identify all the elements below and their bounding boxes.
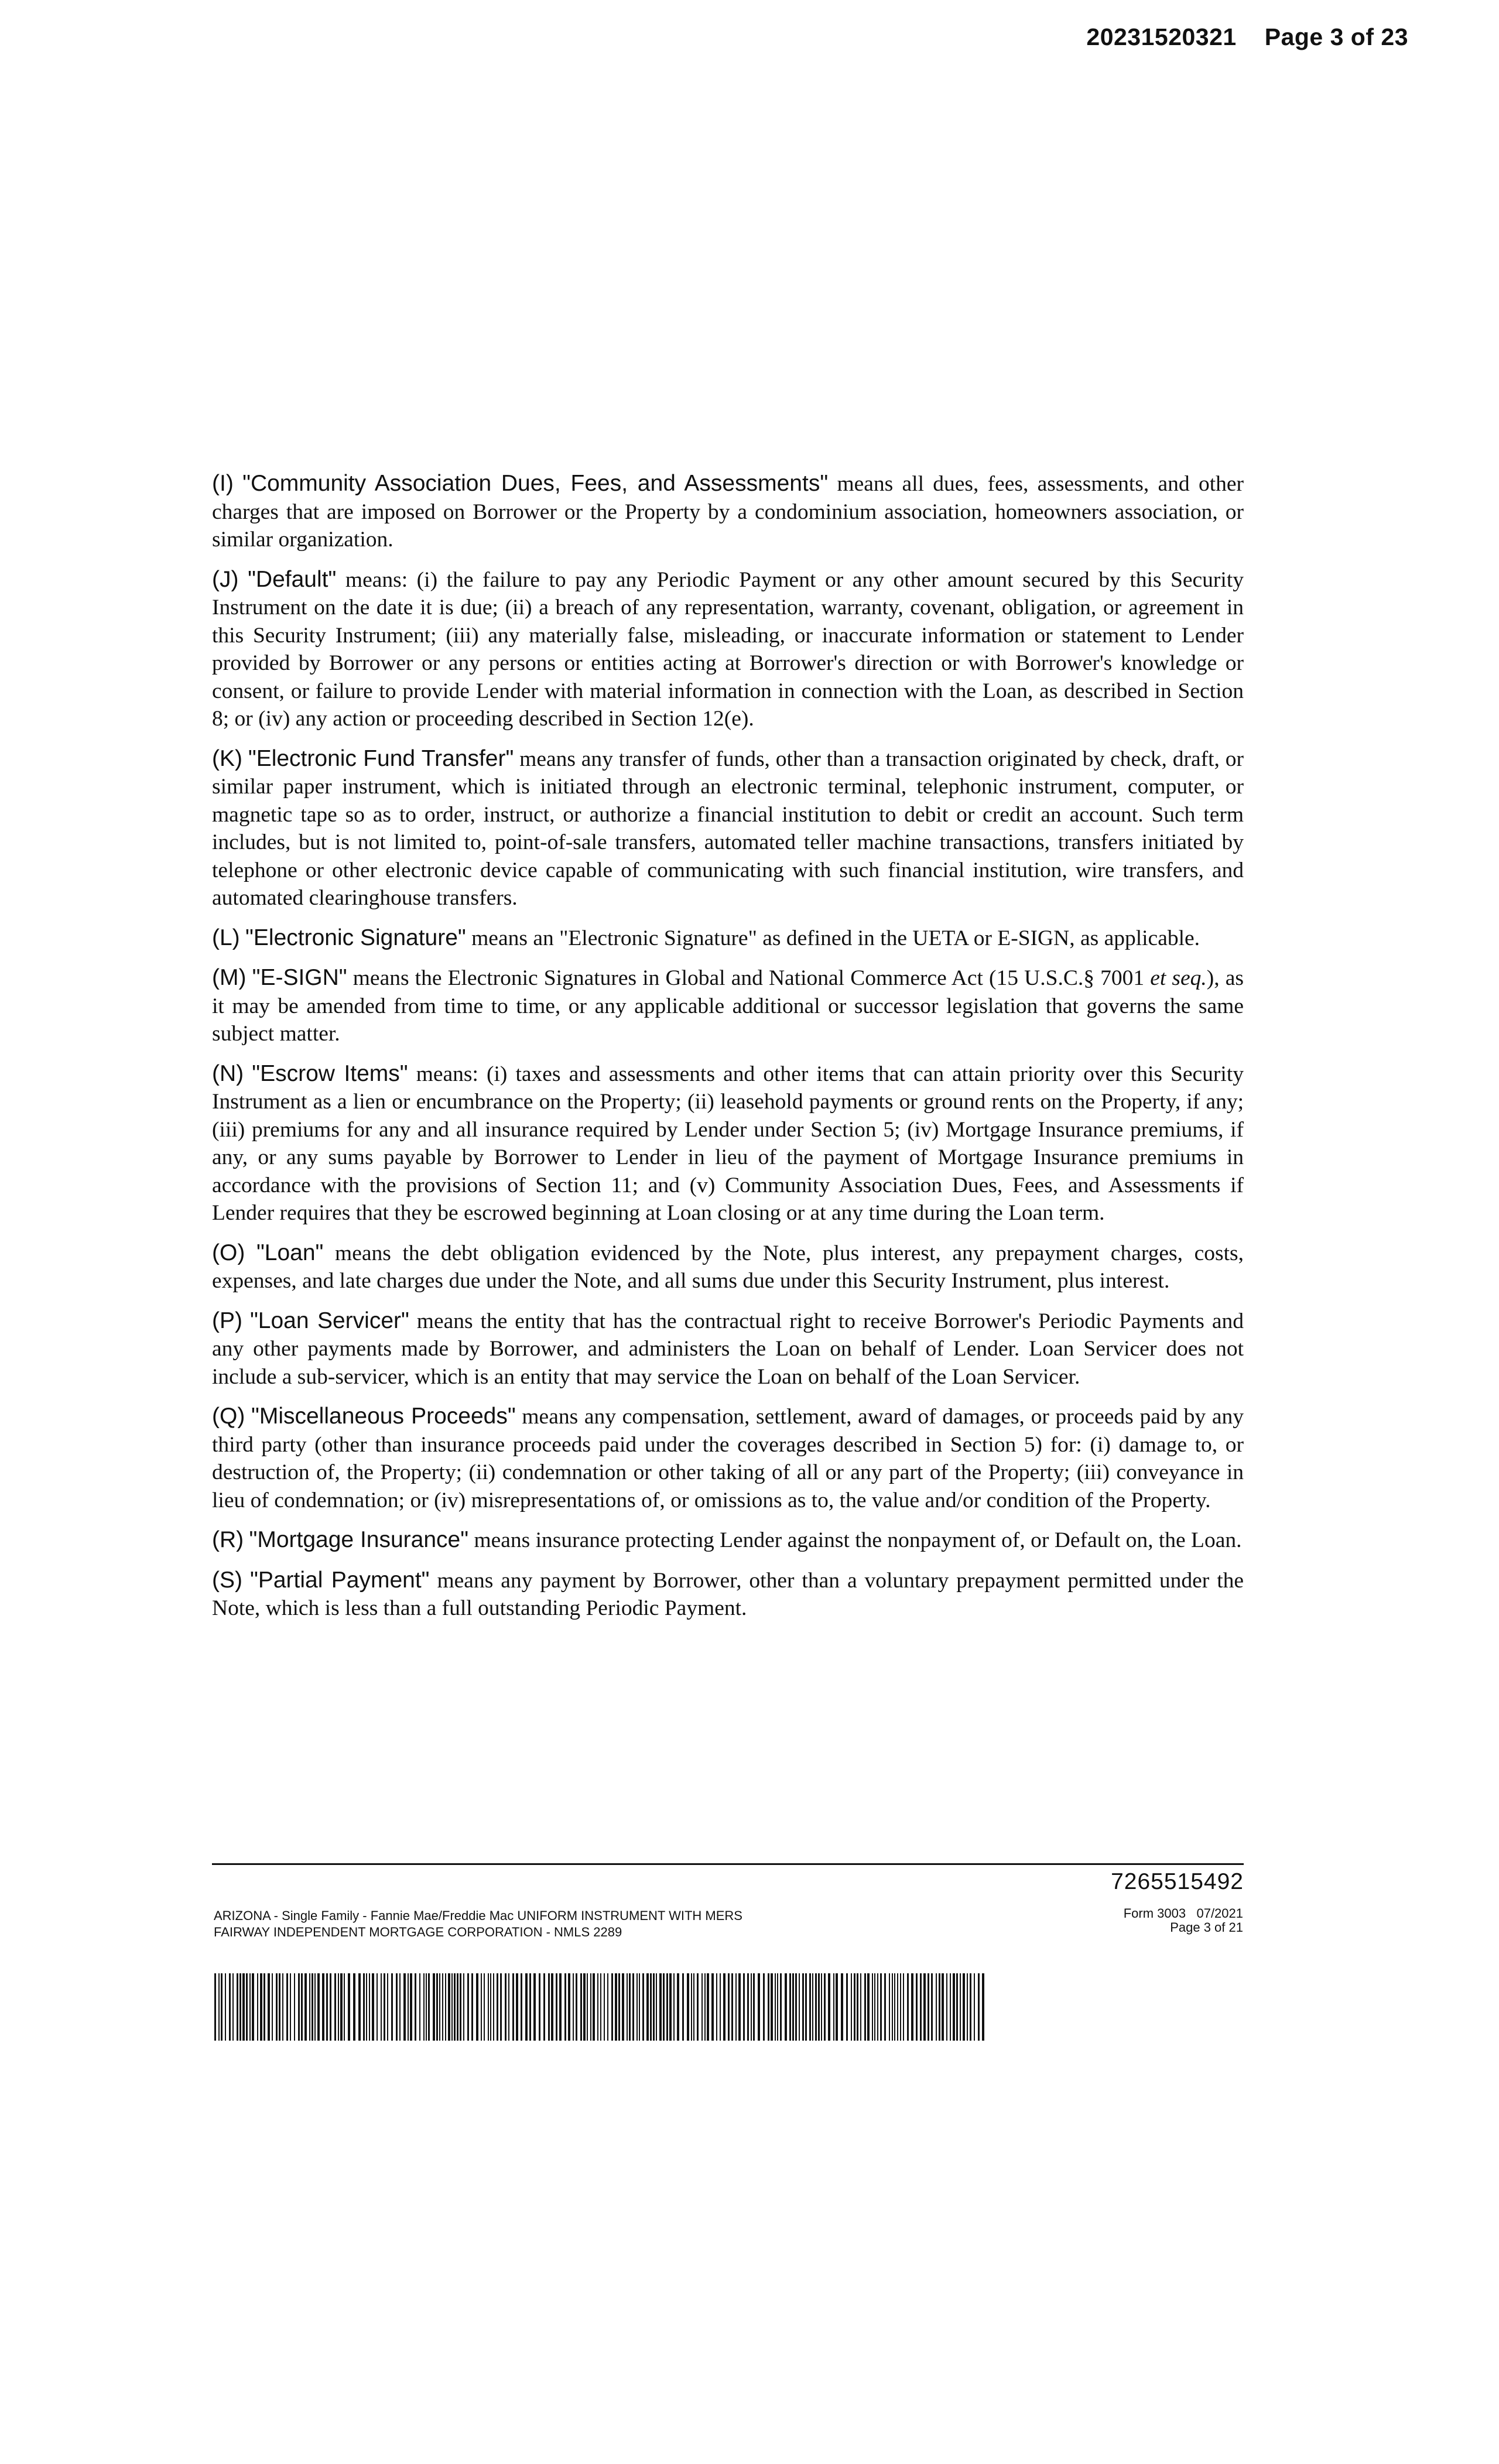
- definition-P: (P) "Loan Servicer" means the entity that has the contractual right to receive Borrower's Periodic Payments and any other payments made by Borrower, and administers the Loan on behalf of Lender. Loan Servicer does not include a sub-servicer, which is an entity that may service the Loan on behalf of the Loan Servicer.: [212, 1308, 1244, 1389]
- footer-divider: [212, 1863, 1244, 1865]
- defined-term: "Miscellaneous Proceeds": [251, 1404, 516, 1429]
- instrument-title: ARIZONA - Single Family - Fannie Mae/Freddie Mac UNIFORM INSTRUMENT WITH MERS: [214, 1908, 742, 1923]
- form-info: [1124, 1907, 1243, 1935]
- defined-term: "Escrow Items": [252, 1060, 408, 1086]
- definition-I: (I) "Community Association Dues, Fees, and Assessments" means all dues, fees, assessments, and other charges that are imposed on Borrower or the Property by a condominium association, homeowners association, or similar organization.: [212, 471, 1244, 552]
- defined-term: "Electronic Fund Transfer": [248, 745, 514, 771]
- page-header: [1086, 23, 1408, 51]
- defined-term: "Community Association Dues, Fees, and Assessments": [242, 471, 829, 496]
- defined-term: "Mortgage Insurance": [249, 1527, 469, 1552]
- form-number: Form 3003: [1123, 1906, 1186, 1921]
- definition-S: (S) "Partial Payment" means any payment by Borrower, other than a voluntary prepayment permitted under the Note, which is less than a full outstanding Periodic Payment.: [212, 1567, 1244, 1620]
- defined-term: "Partial Payment": [249, 1567, 430, 1593]
- definition-Q: (Q) "Miscellaneous Proceeds" means any compensation, settlement, award of damages, or proceeds paid by any third party (other than insurance proceeds paid under the coverages described in Section 5) for: (i) damage to, or destruction of, the Property; (ii) condemnation or other taking of all or any part of the Property; (iii) conveyance in lieu of condemnation; or (iv) misrepresentations of, or omissions as to, the value and/or condition of the Property.: [212, 1404, 1244, 1512]
- defined-term: "Electronic Signature": [245, 925, 466, 950]
- definition-N: (N) "Escrow Items" means: (i) taxes and assessments and other items that can attain priority over this Security Instrument as a lien or encumbrance on the Property; (ii) leasehold payments or ground rents on the Property, if any; (iii) premiums for any and all insurance required by Lender under Section 5; (iv) Mortgage Insurance premiums, if any, or any sums payable by Borrower to Lender in lieu of the payment of Mortgage Insurance premiums in accordance with the provisions of Section 11; and (v) Community Association Dues, Fees, and Assessments if Lender requires that they be escrowed beginning at Loan closing or at any time during the Loan term.: [212, 1060, 1244, 1225]
- definition-O: (O) "Loan" means the debt obligation evidenced by the Note, plus interest, any prepayment charges, costs, expenses, and late charges due under the Note, and all sums due under this Security Instrument, plus interest.: [212, 1240, 1244, 1293]
- form-page: Page 3 of 21: [1170, 1920, 1243, 1935]
- defined-term: "E-SIGN": [252, 965, 347, 990]
- form-date: 07/2021: [1196, 1906, 1243, 1921]
- definition-K: (K) "Electronic Fund Transfer" means any transfer of funds, other than a transaction originated by check, draft, or similar paper instrument, which is initiated through an electronic terminal, telephonic instrument, computer, or magnetic tape so as to order, instruct, or authorize a financial institution to debit or credit an account. Such term includes, but is not limited to, point-of-sale transfers, automated teller machine transactions, transfers initiated by telephone or other electronic device capable of communicating with such financial institution, wire transfers, and automated clearinghouse transfers.: [212, 745, 1244, 910]
- definition-L: (L) "Electronic Signature" means an "Electronic Signature" as defined in the UETA or E-SIGN, as applicable.: [212, 925, 1200, 950]
- document-number: 20231520321: [1086, 23, 1237, 50]
- definitions-body: [212, 470, 1244, 1634]
- defined-term: "Loan": [256, 1240, 324, 1265]
- defined-term: "Loan Servicer": [249, 1308, 409, 1333]
- page-indicator: Page 3 of 23: [1264, 23, 1408, 50]
- lender-name: FAIRWAY INDEPENDENT MORTGAGE CORPORATION - NMLS 2289: [214, 1925, 622, 1939]
- instrument-info: [214, 1908, 742, 1941]
- barcode: [214, 1973, 987, 2041]
- definition-M: (M) "E-SIGN" means the Electronic Signatures in Global and National Commerce Act (15 U.S.C.§ 7001 et seq.), as it may be amended from time to time, or any applicable additional or successor legislation that governs the same subject matter.: [212, 965, 1244, 1046]
- definition-R: (R) "Mortgage Insurance" means insurance protecting Lender against the nonpayment of, or Default on, the Loan.: [212, 1527, 1242, 1552]
- defined-term: "Default": [248, 566, 337, 592]
- loan-number: 7265515492: [1111, 1869, 1244, 1894]
- definition-J: (J) "Default" means: (i) the failure to pay any Periodic Payment or any other amount secured by this Security Instrument on the date it is due; (ii) a breach of any representation, warranty, covenant, obligation, or agreement in this Security Instrument; (iii) any materially false, misleading, or inaccurate information or statement to Lender provided by Borrower or any persons or entities acting at Borrower's direction or with Borrower's knowledge or consent, or failure to provide Lender with material information in connection with the Loan, as described in Section 8; or (iv) any action or proceeding described in Section 12(e).: [212, 566, 1244, 731]
